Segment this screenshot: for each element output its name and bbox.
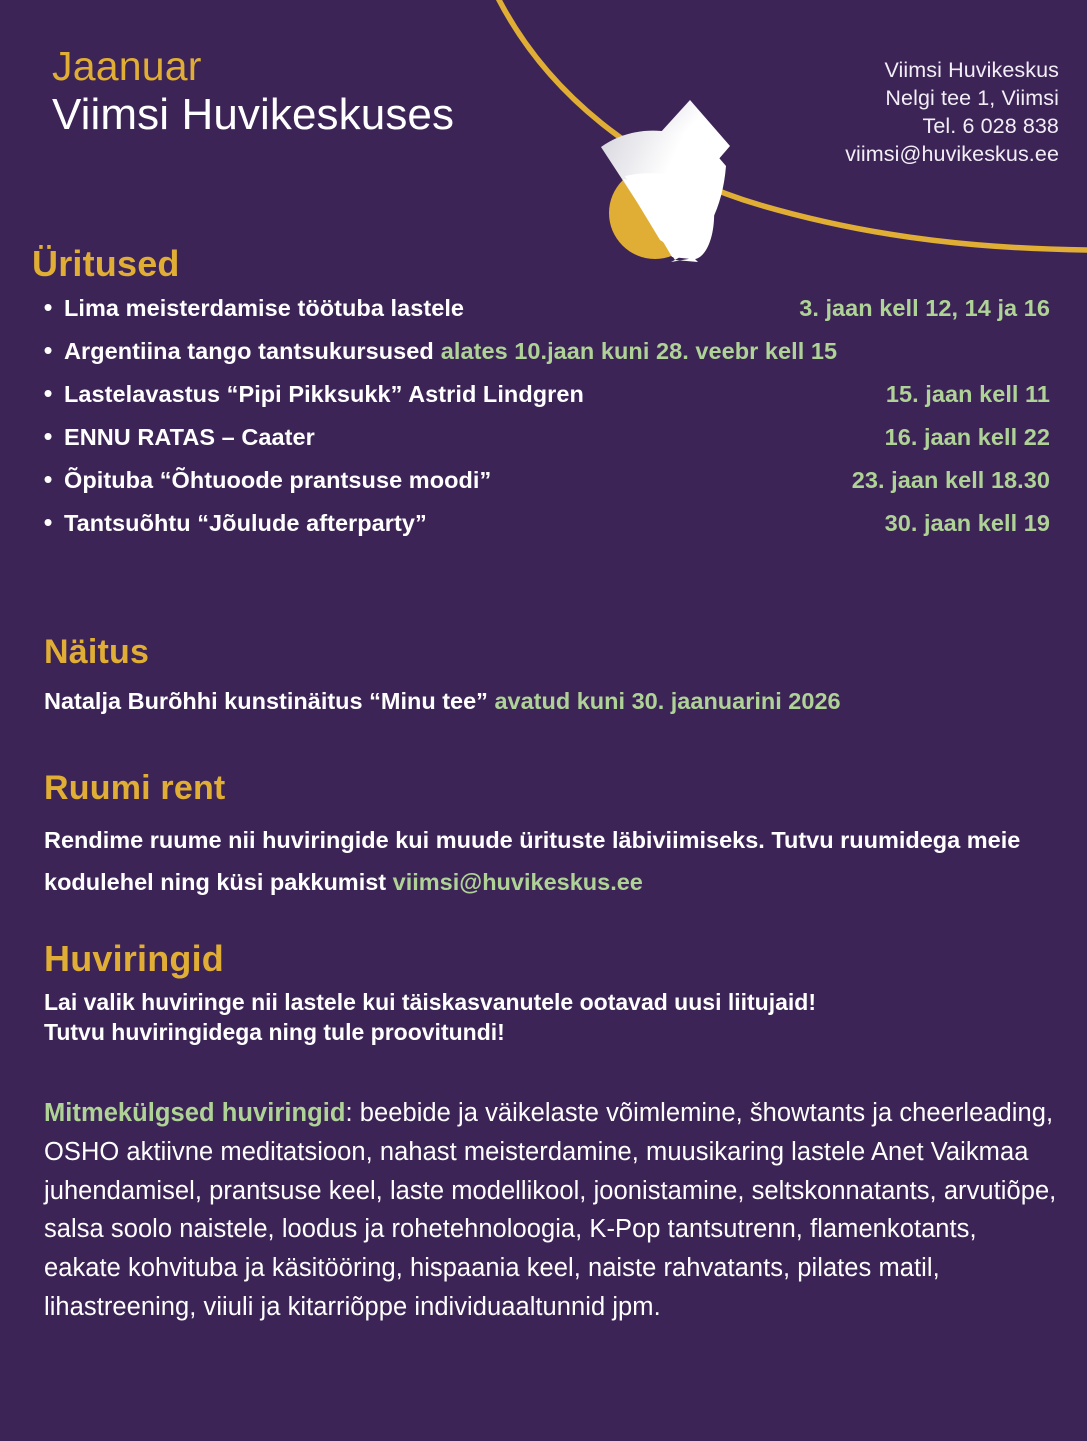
- exhibition-dates: avatud kuni 30. jaanuarini 2026: [494, 688, 841, 714]
- event-row: [32, 337, 1054, 380]
- event-title: Õpituba “Õhtuoode prantsuse moodi”: [64, 467, 492, 493]
- event-title: ENNU RATAS – Caater: [64, 424, 315, 450]
- hobby-lead-line-2: Tutvu huviringidega ning tule proovitundi!: [44, 1018, 505, 1045]
- room-rent-email: viimsi@huvikeskus.ee: [392, 868, 643, 895]
- event-date: alates 10.jaan kuni 28. veebr kell 15: [440, 338, 838, 364]
- bullet-icon: •: [43, 335, 53, 365]
- hobby-lead-text: [44, 988, 1064, 1048]
- emblem-fan-shape: [601, 131, 726, 262]
- event-row: [32, 380, 1054, 423]
- event-title: Argentiina tango tantsukursused: [64, 338, 434, 364]
- poster-venue-title: Viimsi Huvikeskuses: [52, 89, 455, 139]
- bullet-icon: •: [43, 378, 53, 408]
- contact-address: Nelgi tee 1, Viimsi: [885, 85, 1059, 110]
- poster-header: [52, 44, 454, 139]
- event-title: Lima meisterdamise töötuba lastele: [64, 295, 465, 321]
- event-row: [32, 294, 1054, 337]
- exhibition-text: [44, 688, 1054, 715]
- bullet-icon: •: [43, 464, 53, 494]
- hobby-list-text: : beebide ja väikelaste võimlemine, šhowtants ja cheerleading, OSHO aktiivne meditatsioon, nahast meisterdamine, muusikaring lastele Anet Vaikmaa juhendamisel, prantsuse keel, laste modellikool, joonistamine, seltskonnatants, arvutiõpe, salsa soolo naistele, loodus ja rohetehnoloogia, K-Pop tantsutrenn, flamenkotants, eakate kohvituba ja käsitööring, hispaania keel, naiste rahvatants, pilates matil, lihastreening, viiuli ja kitarriõppe individuaaltunnid jpm.: [44, 1099, 1057, 1321]
- events-list: [32, 294, 1054, 552]
- contact-name: Viimsi Huvikeskus: [884, 58, 1059, 82]
- emblem-diamond-shape: [650, 100, 730, 189]
- emblem-lower-blade-shape: [623, 179, 713, 261]
- section-heading-room-rent: Ruumi rent: [44, 769, 226, 807]
- contact-phone: Tel. 6 028 838: [922, 113, 1059, 138]
- bullet-icon: •: [43, 421, 53, 451]
- event-row: [32, 423, 1054, 466]
- hobby-list-label: Mitmekülgsed huviringid: [44, 1099, 346, 1127]
- event-date: 30. jaan kell 19: [884, 510, 1050, 536]
- room-rent-description: Rendime ruume nii huviringide kui muude ürituste läbiviimiseks. Tutvu ruumidega meie kodulehel ning küsi pakkumist: [44, 827, 1021, 895]
- emblem-petal-shape: [625, 173, 714, 259]
- section-heading-hobby-groups: Huviringid: [44, 938, 224, 979]
- exhibition-title-text: Natalja Burõhhi kunstinäitus “Minu tee”: [44, 688, 495, 714]
- bullet-icon: •: [43, 507, 53, 537]
- poster-month-title: Jaanuar: [52, 43, 202, 89]
- section-heading-events: Üritused: [32, 243, 180, 284]
- event-row: [32, 509, 1054, 552]
- event-title: Lastelavastus “Pipi Pikksukk” Astrid Lindgren: [64, 381, 584, 407]
- hobby-lead-line-1: Lai valik huviringe nii lastele kui täiskasvanutele ootavad uusi liitujaid!: [44, 989, 817, 1015]
- event-date: 23. jaan kell 18.30: [851, 467, 1050, 493]
- room-rent-text: [44, 820, 1044, 904]
- event-date: 3. jaan kell 12, 14 ja 16: [799, 295, 1050, 321]
- section-heading-exhibition: Näitus: [44, 633, 150, 671]
- event-date: 16. jaan kell 22: [884, 424, 1050, 450]
- event-row: [32, 466, 1054, 509]
- contact-email: viimsi@huvikeskus.ee: [845, 141, 1059, 166]
- contact-block: [845, 57, 1059, 169]
- bullet-icon: •: [43, 292, 53, 322]
- event-date: 15. jaan kell 11: [885, 381, 1050, 407]
- gold-circle-decoration: [609, 167, 701, 259]
- event-title: Tantsuõhtu “Jõulude afterparty”: [64, 510, 427, 536]
- hobby-groups-paragraph: [44, 1094, 1059, 1327]
